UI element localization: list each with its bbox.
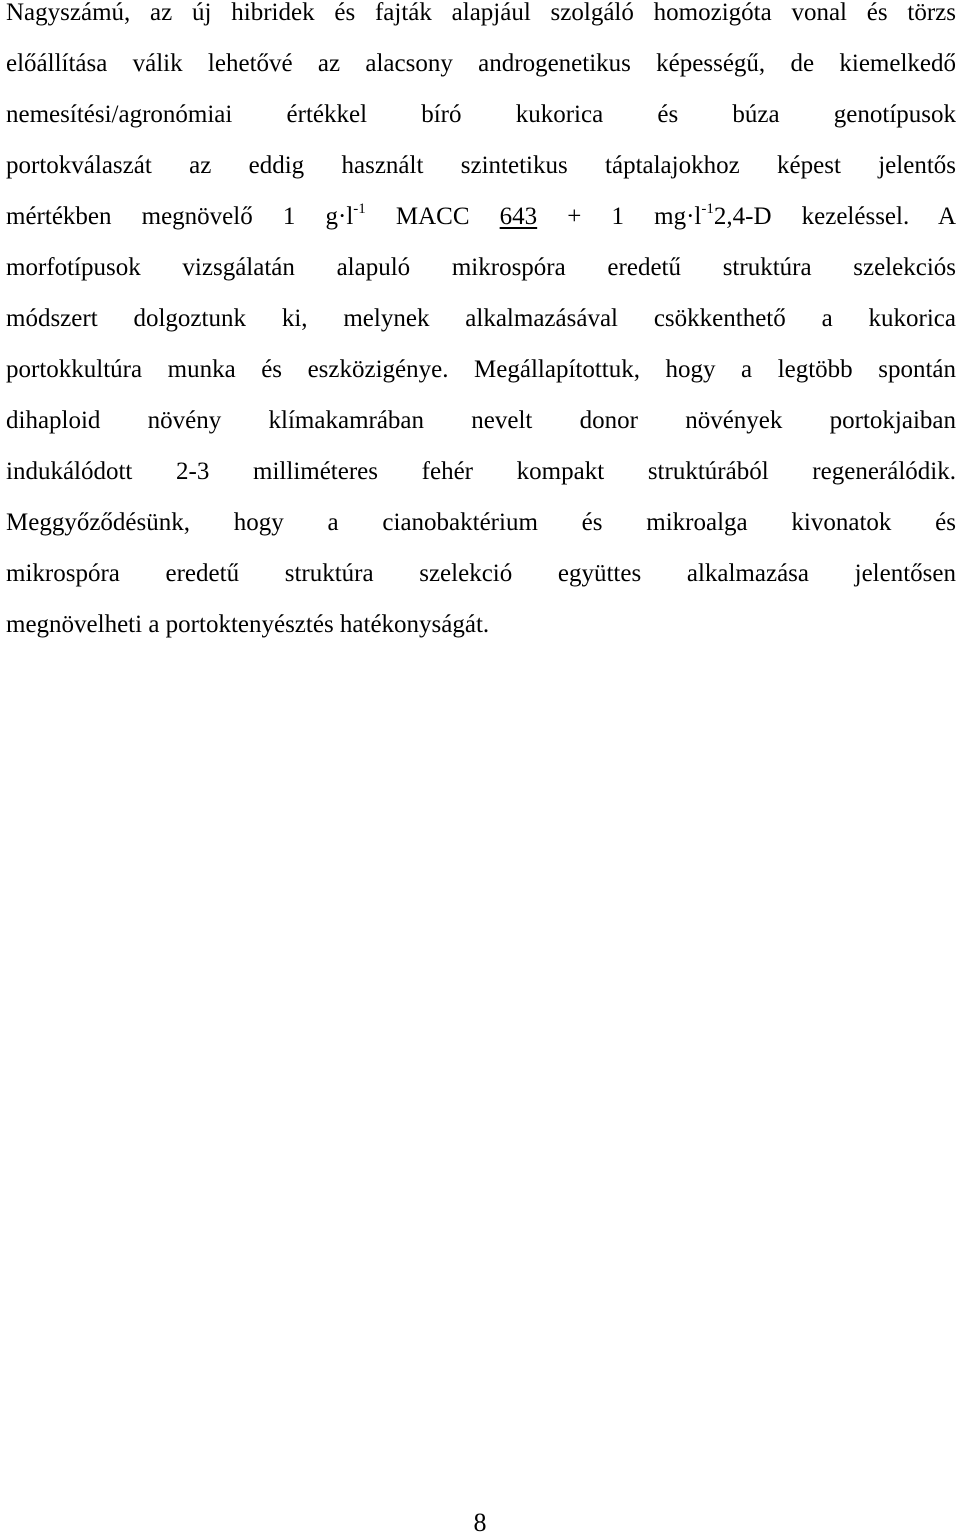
text-line-2: előállítása válik lehetővé az alacsony androgenetikus képességű, de kiemelkedő	[6, 50, 956, 77]
unit-liter: l	[346, 203, 354, 230]
middle-dot: ·	[337, 203, 347, 230]
middle-dot: ·	[686, 203, 695, 230]
text-line-7: módszert dolgoztunk ki, melynek alkalmazásával csökkenthető a kukorica	[6, 305, 956, 332]
line5-part2: MACC	[365, 203, 500, 230]
line5-part3: + 1 mg	[537, 203, 687, 230]
text-line-6: morfotípusok vizsgálatán alapuló mikrospóra eredetű struktúra szelekciós	[6, 254, 956, 281]
line5-part4: 2,4-D kezeléssel. A	[713, 203, 957, 230]
text-line-1: Nagyszámú, az új hibridek és fajták alapjául szolgáló homozigóta vonal és törzs	[6, 0, 956, 26]
text-line-3: nemesítési/agronómiai értékkel bíró kukorica és búza genotípusok	[6, 101, 956, 128]
text-line-12: mikrospóra eredetű struktúra szelekció együttes alkalmazása jelentősen	[6, 560, 956, 587]
text-line-10: indukálódott 2-3 milliméteres fehér kompakt struktúrából regenerálódik.	[6, 458, 956, 485]
page-number: 8	[473, 1508, 487, 1537]
unit-liter: l	[694, 203, 702, 230]
text-line-11: Meggyőződésünk, hogy a cianobaktérium és mikroalga kivonatok és	[6, 509, 956, 536]
text-line-5	[6, 202, 956, 232]
line5-part1: mértékben megnövelő 1 g	[6, 203, 338, 230]
text-line-8: portokkultúra munka és eszközigénye. Megállapítottuk, hogy a legtöbb spontán	[6, 356, 956, 383]
text-line-13: megnövelheti a portoktenyésztés hatékonyságát.	[6, 611, 490, 638]
text-line-4: portokválaszát az eddig használt szintetikus táptalajokhoz képest jelentős	[6, 152, 956, 179]
underlined-number: 643	[499, 203, 538, 230]
superscript-exponent: -1	[353, 201, 366, 217]
text-line-9: dihaploid növény klímakamrában nevelt donor növények portokjaiban	[6, 407, 956, 434]
superscript-exponent: -1	[701, 201, 714, 217]
